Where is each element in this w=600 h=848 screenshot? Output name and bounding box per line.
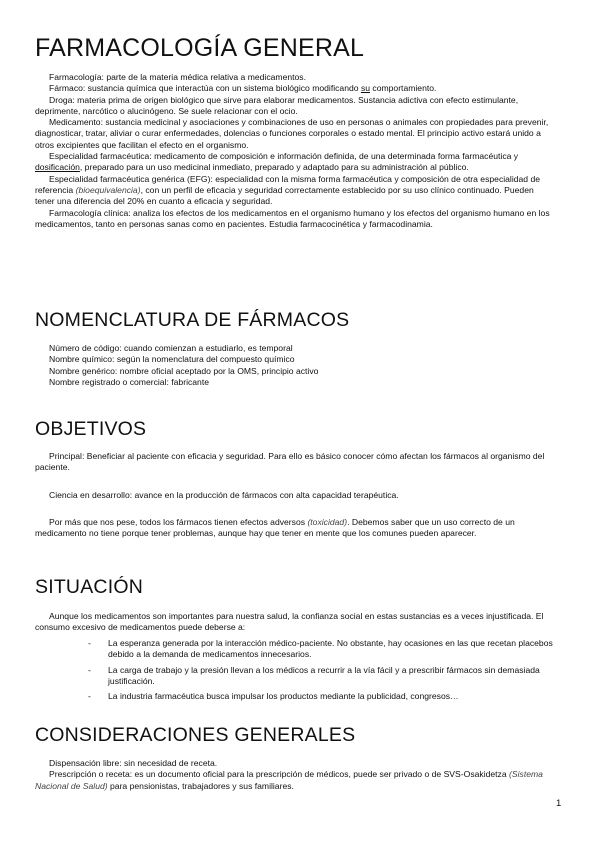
page-number: 1 [556,798,562,809]
nomenclatura-list [35,343,550,388]
toxicidad-text-end: . Debemos saber que un uso correcto de un medicamento no tiene porque tener problemas, aunque hay que tener en mente que los comunes pueden aparecer. [35,517,515,539]
intro-section [35,72,550,230]
nomenclatura-item: Nombre registrado o comercial: fabricante [49,376,210,387]
heading-nomenclatura: NOMENCLATURA DE FÁRMACOS [35,309,350,331]
consideraciones-prescripcion [35,769,550,792]
def-farmaco-underlined: su [360,83,371,94]
heading-objetivos: OBJETIVOS [35,418,147,440]
toxicidad-italic: (toxicidad) [307,517,348,527]
nomenclatura-item: Nombre químico: según la nomenclatura del compuesto químico [49,354,295,365]
def-generica-text-end: , con un perfil de eficacia y seguridad correctamente establecido por su uso clínico continuado. Pueden tener una diferencia del 20% en cuanto a eficacia y seguridad. [35,184,534,207]
consideraciones-section [35,758,550,792]
page-title: FARMACOLOGÍA GENERAL [35,34,365,62]
nomenclatura-item: Número de código: cuando comienzan a estudiarlo, es temporal [49,343,293,353]
def-farmacologia: Farmacología: parte de la materia médica relativa a medicamentos. [49,72,306,82]
prescripcion-italic: (Sistema Nacional de Salud) [35,769,543,791]
def-farmaco-text-end: comportamiento. [370,83,437,94]
toxicidad-text: Por más que nos pese, todos los fármacos tienen efectos adversos [49,517,308,527]
def-especialidad-text-end: , preparado para un uso medicinal inmediato, preparado y adaptado para su administración al público. [79,162,469,173]
def-generica [35,174,550,208]
bullet-dash: - [88,638,91,648]
situacion-bullets [88,638,558,706]
def-especialidad-underlined: dosificación [35,162,80,173]
list-item [88,691,558,702]
prescripcion-text: Prescripción o receta: es un documento oficial para la prescripción de médicos, puede ser privado o de SVS-Osakidetza [49,769,510,780]
def-farmaco-text: Fármaco: sustancia química que interactúa con un sistema biológico modificando [49,83,361,94]
bullet-text: La carga de trabajo y la presión llevan a los médicos a recurrir a la vía fácil y a prescribir fármacos sin demasiada justificación. [108,664,540,686]
situacion-intro-text: Aunque los medicamentos son importantes para nuestra salud, la confianza social en estas sustancias es a veces injustificada. El consumo excesivo de medicamentos puede deberse a: [35,611,544,633]
def-farmaco [35,83,550,94]
nomenclatura-item: Nombre genérico: nombre oficial aceptado por la OMS, principio activo [49,365,319,376]
prescripcion-text-end: para pensionistas, trabajadores y sus familiares. [107,780,294,791]
objetivos-ciencia [35,490,550,501]
objetivos-toxicidad-text [35,517,550,540]
objetivos-ciencia-text: Ciencia en desarrollo: avance en la producción de fármacos con alta capacidad terapéutica. [49,490,399,500]
def-generica-italic: (bioequivalencia) [75,184,141,195]
def-droga: Droga: materia prima de origen biológico que sirve para elaborar medicamentos. Sustancia adictiva con efecto estimulante, deprimente, narcótico o alucinógeno. Se suele relacionar con el ocio. [35,94,519,116]
heading-situacion: SITUACIÓN [35,576,143,598]
bullet-text: La industria farmacéutica busca impulsar los productos mediante la publicidad, congresos… [108,691,459,702]
bullet-dash: - [88,664,91,675]
list-item [88,638,558,661]
bullet-text: La esperanza generada por la interacción médico-paciente. No obstante, hay ocasiones en las que recetan placebos debido a la demanda de medicamentos innecesarios. [108,638,553,660]
def-especialidad-text: Especialidad farmacéutica: medicamento de composición e información definida, de una determinada forma farmacéutica y [49,151,519,162]
situacion-intro [35,611,550,634]
def-generica-text: Especialidad farmacéutica genérica (EFG): especialidad con la misma forma farmacéutica y composición de otra especialidad de referencia [35,173,541,195]
objetivos-toxicidad [35,517,550,540]
def-medicamento: Medicamento: sustancia medicinal y asociaciones y combinaciones de uso en personas o animales con propiedades para prevenir, diagnosticar, tratar, aliviar o curar enfermedades, dolencias o funciones corporales o estado mental. El principio activo estará unido a otros excipientes que facilitan el efecto en el organismo. [35,117,549,150]
heading-consideraciones: CONSIDERACIONES GENERALES [35,724,356,746]
def-clinica: Farmacología clínica: analiza los efectos de los medicamentos en el organismo humano y los efectos del organismo humano en los medicamentos, tanto en personas sanas como en pacientes. Estudia farmacocinética y farmacodinamia. [35,207,550,229]
consideraciones-dispensacion: Dispensación libre: sin necesidad de receta. [49,758,218,768]
objetivos-principal-text: Principal: Beneficiar al paciente con eficacia y seguridad. Para ello es básico conocer cómo afectan los fármacos al organismo del paciente. [35,451,545,473]
bullet-dash: - [88,691,91,702]
objetivos-principal [35,451,550,474]
def-especialidad [35,151,550,174]
list-item [88,665,558,688]
